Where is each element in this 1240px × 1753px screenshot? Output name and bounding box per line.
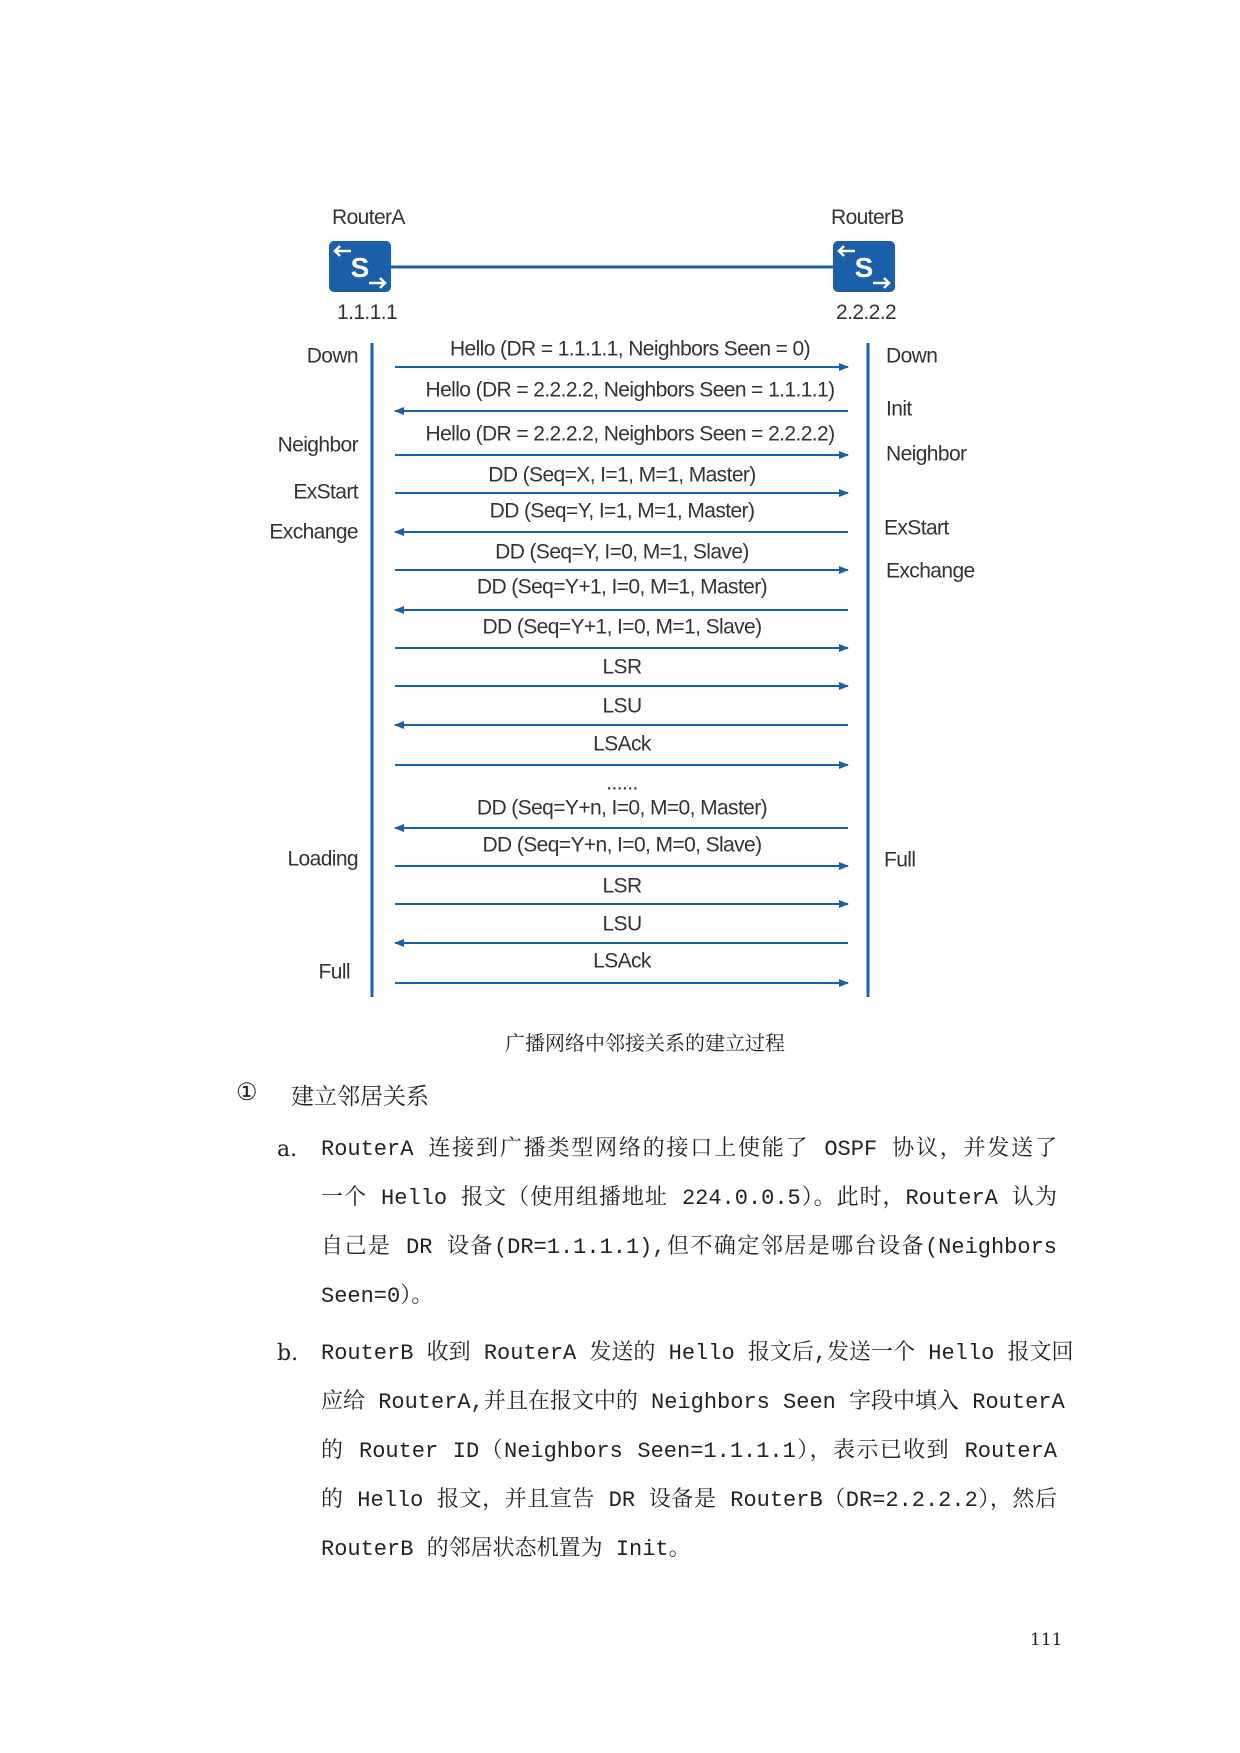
message xyxy=(395,733,848,765)
paragraph-line: 一个 Hello 报文（使用组播地址 224.0.0.5）。此时，RouterA 认为 xyxy=(321,1186,1057,1211)
router-a-state: Loading xyxy=(287,847,358,871)
paragraph-line: 的 Router ID（Neighbors Seen=1.1.1.1），表示已收到 RouterA xyxy=(321,1439,1057,1464)
message-label: LSAck xyxy=(593,949,651,973)
message xyxy=(395,797,848,828)
item-marker: b. xyxy=(277,1341,299,1366)
router-b-state: Neighbor xyxy=(886,442,967,466)
paragraph-line: Seen=0）。 xyxy=(321,1284,434,1309)
page-number: 111 xyxy=(1030,1630,1063,1650)
message xyxy=(395,423,848,455)
message xyxy=(395,875,848,904)
section-number: ① xyxy=(236,1078,258,1106)
message-label: Hello (DR = 2.2.2.2, Neighbors Seen = 2.2.2.2) xyxy=(425,422,835,446)
switch-icon xyxy=(329,241,391,292)
message-label: LSU xyxy=(602,912,642,936)
paragraph-line: 的 Hello 报文，并且宣告 DR 设备是 RouterB（DR=2.2.2.2），然后 xyxy=(321,1488,1057,1513)
message-label: Hello (DR = 2.2.2.2, Neighbors Seen = 1.1.1.1) xyxy=(425,378,835,402)
message xyxy=(395,464,848,493)
message-label: DD (Seq=X, I=1, M=1, Master) xyxy=(488,463,756,487)
router-a-state: Down xyxy=(306,344,358,368)
paragraph-line: RouterB 收到 RouterA 发送的 Hello 报文后,发送一个 Hello 报文回 xyxy=(321,1341,1074,1366)
router-a-id: 1.1.1.1 xyxy=(337,301,398,324)
router-b-label: RouterB xyxy=(831,206,904,229)
router-a-state: Neighbor xyxy=(277,433,358,457)
message xyxy=(395,338,848,367)
message-label: DD (Seq=Y+n, I=0, M=0, Master) xyxy=(476,796,768,820)
router-b-state: ExStart xyxy=(884,516,949,540)
message xyxy=(395,616,848,648)
paragraph-line: RouterA 连接到广播类型网络的接口上使能了 OSPF 协议，并发送了 xyxy=(321,1137,1057,1162)
message-label: DD (Seq=Y+1, I=0, M=1, Master) xyxy=(476,575,768,599)
message-label: Hello (DR = 1.1.1.1, Neighbors Seen = 0) xyxy=(449,337,811,361)
message-label: DD (Seq=Y, I=1, M=1, Master) xyxy=(489,499,755,523)
message xyxy=(395,500,848,532)
paragraph-line: 应给 RouterA,并且在报文中的 Neighbors Seen 字段中填入 RouterA xyxy=(321,1390,1065,1415)
router-b-state: Init xyxy=(886,397,912,421)
paragraph-line: 自己是 DR 设备(DR=1.1.1.1),但不确定邻居是哪台设备(Neighbors xyxy=(321,1235,1057,1260)
message xyxy=(395,834,848,866)
message xyxy=(606,772,637,795)
message xyxy=(395,541,848,570)
message xyxy=(395,695,848,725)
message-label: DD (Seq=Y, I=0, M=1, Slave) xyxy=(495,540,749,564)
message-label: LSR xyxy=(602,655,642,679)
message-label: LSAck xyxy=(593,732,651,756)
switch-glyph: S xyxy=(350,252,370,283)
message-label: DD (Seq=Y+1, I=0, M=1, Slave) xyxy=(482,615,762,639)
paragraph-line: RouterB 的邻居状态机置为 Init。 xyxy=(321,1537,691,1562)
message xyxy=(395,913,848,943)
router-b-state: Down xyxy=(886,344,938,368)
router-a-label: RouterA xyxy=(332,206,405,229)
router-b-state: Full xyxy=(884,848,916,872)
router-a-state: Full xyxy=(318,960,350,984)
message xyxy=(395,379,848,411)
switch-glyph: S xyxy=(854,252,874,283)
router-a-state: ExStart xyxy=(293,480,358,504)
item-marker: a. xyxy=(277,1137,298,1162)
router-b-state: Exchange xyxy=(886,559,975,583)
message-label: LSU xyxy=(602,694,642,718)
message-label: LSR xyxy=(602,874,642,898)
message xyxy=(395,950,848,983)
message-label: ...... xyxy=(606,771,638,795)
message xyxy=(395,576,848,610)
router-a-state: Exchange xyxy=(269,520,358,544)
router-b-id: 2.2.2.2 xyxy=(836,301,897,324)
figure-caption: 广播网络中邻接关系的建立过程 xyxy=(505,1031,785,1055)
message-label: DD (Seq=Y+n, I=0, M=0, Slave) xyxy=(482,833,762,857)
message xyxy=(395,656,848,686)
switch-icon xyxy=(833,241,895,292)
section-title: 建立邻居关系 xyxy=(291,1084,429,1110)
